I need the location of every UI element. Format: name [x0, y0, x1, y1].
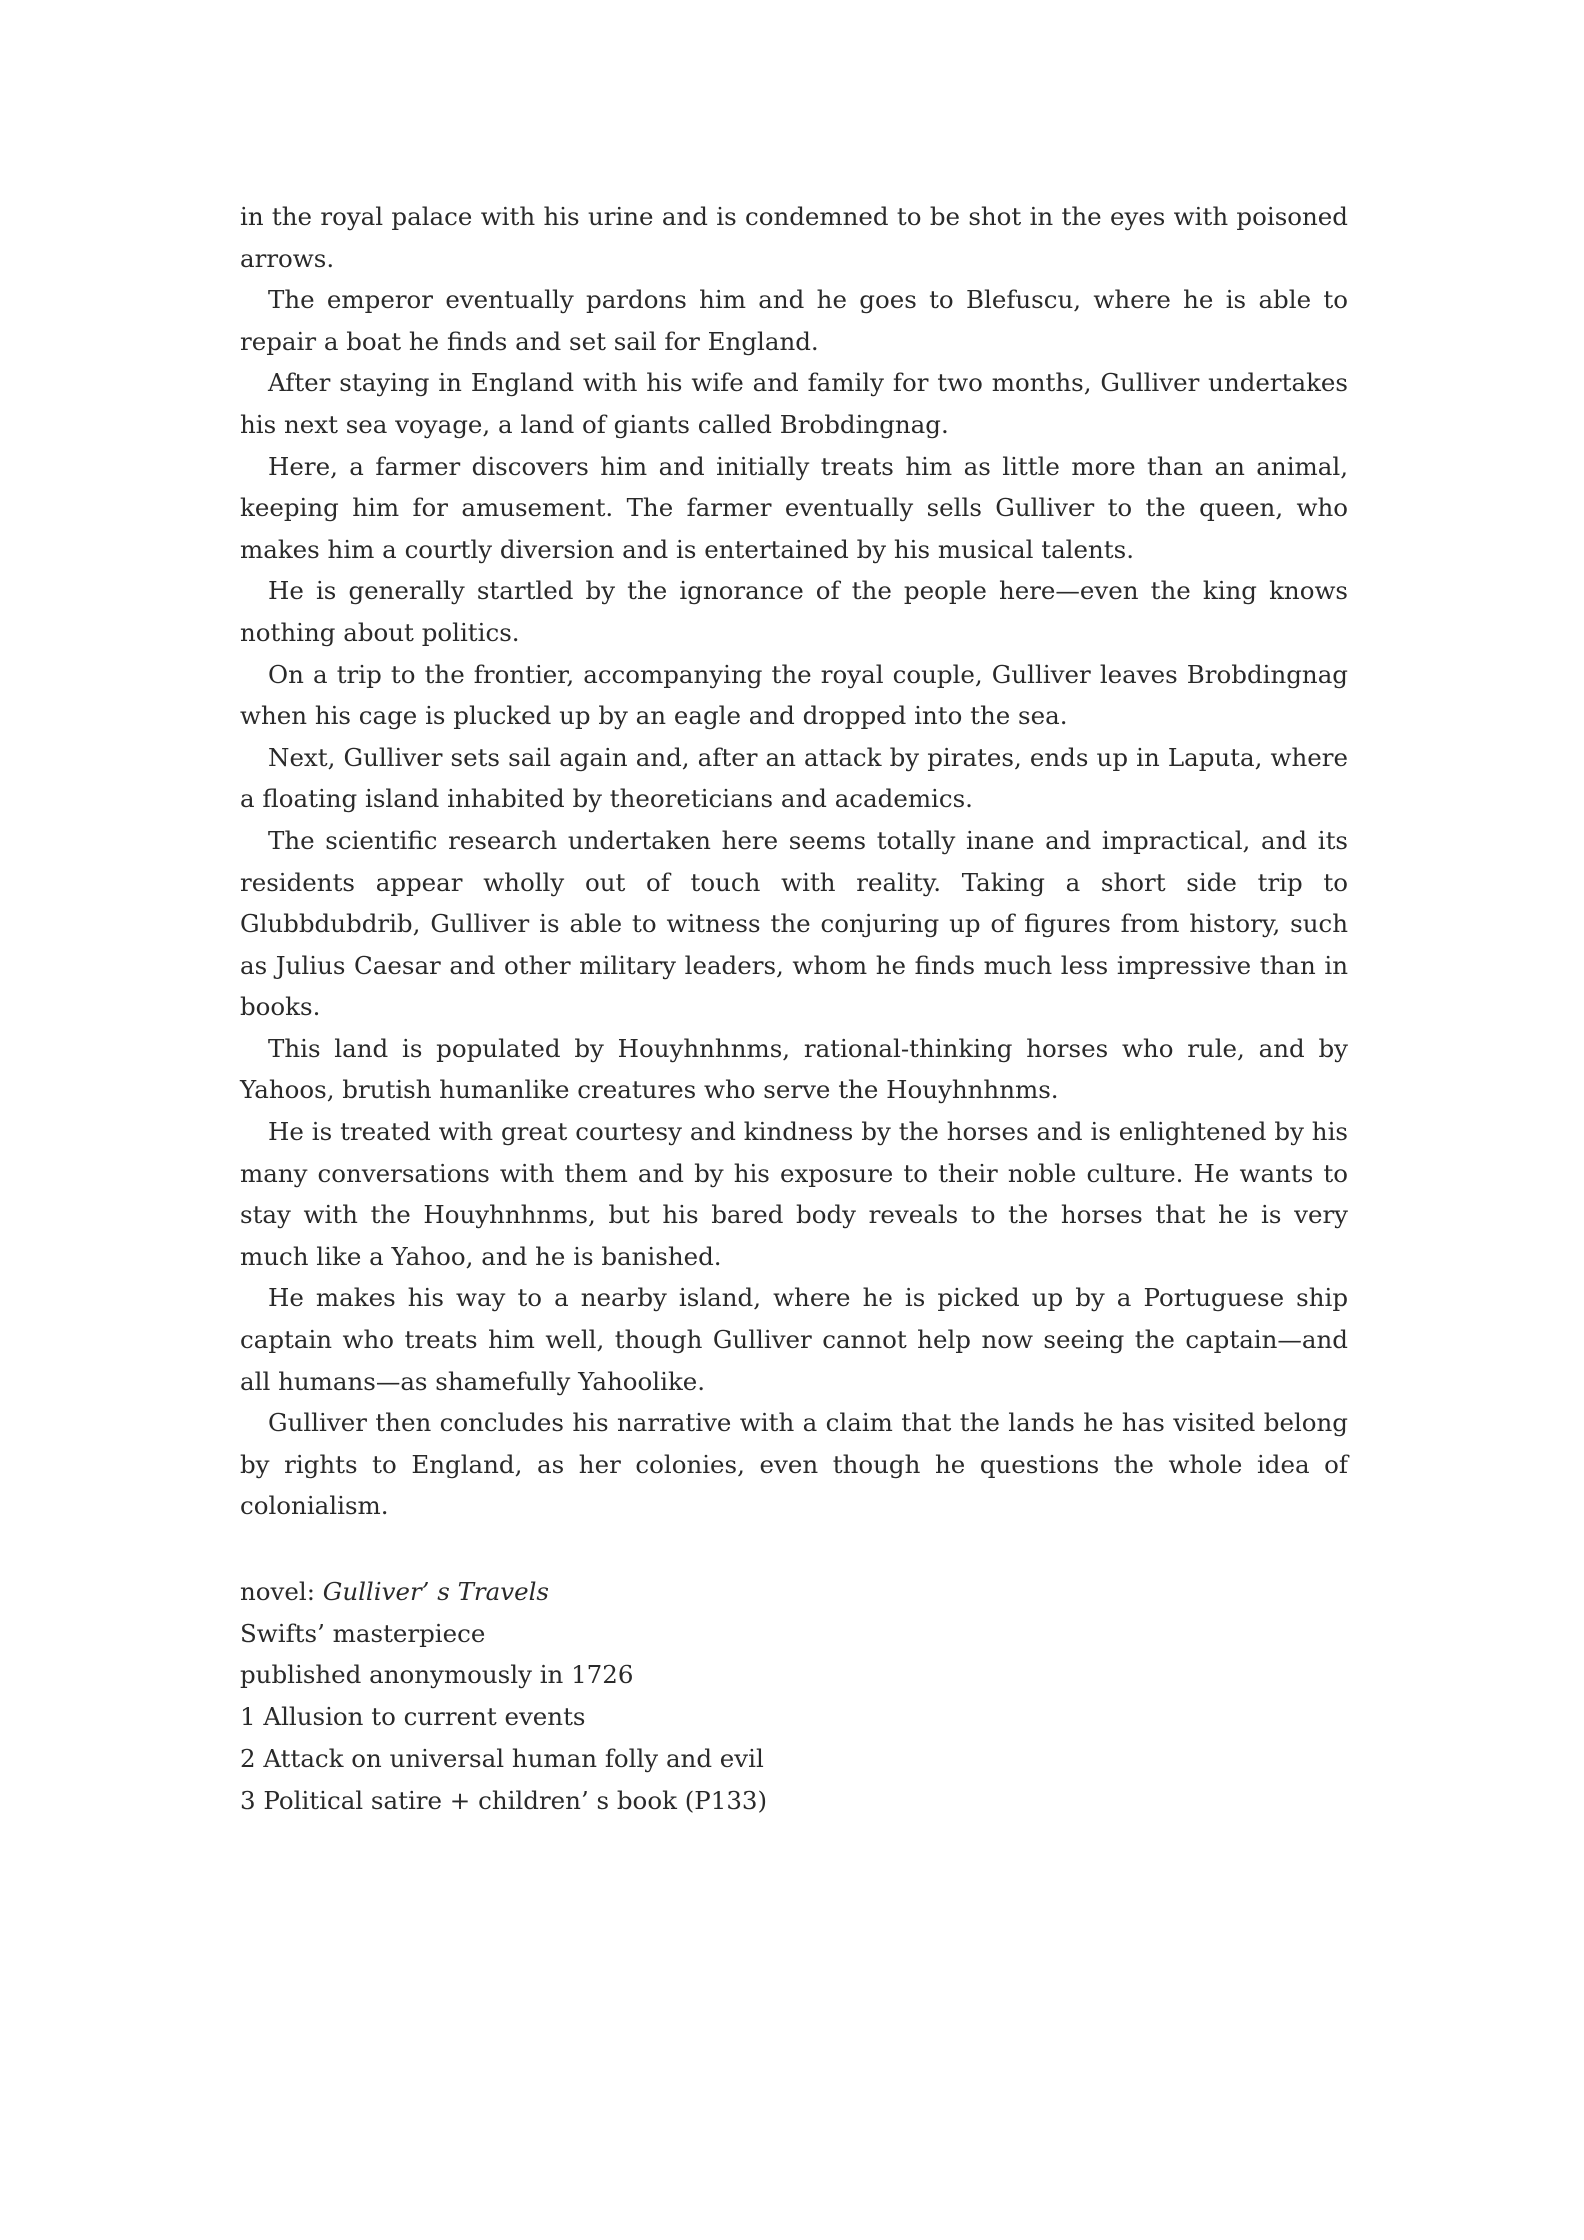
- paragraph: Gulliver then concludes his narrative with a claim that the lands he has visited belong by rights to England, as her colonies, even though he questions the whole idea of colonialism.: [240, 1408, 1348, 1521]
- paragraph: After staying in England with his wife and family for two months, Gulliver undertakes his next sea voyage, a land of giants called Brobdingnag.: [240, 368, 1348, 439]
- novel-label: novel:: [240, 1577, 323, 1606]
- paragraph: The emperor eventually pardons him and he goes to Blefuscu, where he is able to repair a boat he finds and set sail for England.: [240, 285, 1348, 356]
- note-line: 1 Allusion to current events: [240, 1702, 586, 1732]
- note-line: 2 Attack on universal human folly and evil: [240, 1743, 764, 1773]
- paragraph: He is generally startled by the ignorance of the people here—even the king knows nothing about politics.: [240, 576, 1348, 647]
- novel-line: [240, 1571, 1348, 1613]
- note-line: 3 Political satire + children’ s book (P133): [240, 1785, 768, 1815]
- note-line: published anonymously in 1726: [240, 1660, 634, 1690]
- paragraph: He is treated with great courtesy and kindness by the horses and is enlightened by his many conversations with them and by his exposure to their noble culture. He wants to stay with the Houyhnhnms, but his bared body reveals to the horses that he is very much like a Yahoo, and he is banished.: [240, 1117, 1348, 1271]
- note-line: Swifts’ masterpiece: [240, 1618, 486, 1648]
- novel-title: Gulliver’ s Travels: [322, 1577, 550, 1606]
- paragraph: This land is populated by Houyhnhnms, rational-thinking horses who rule, and by Yahoos, brutish humanlike creatures who serve the Houyhnhnms.: [240, 1033, 1348, 1105]
- paragraph: He makes his way to a nearby island, where he is picked up by a Portuguese ship captain who treats him well, though Gulliver cannot help now seeing the captain—and all humans—as shamefully Yahoolike.: [240, 1283, 1348, 1396]
- paragraph: Here, a farmer discovers him and initially treats him as little more than an animal, keeping him for amusement. The farmer eventually sells Gulliver to the queen, who makes him a courtly diversion and is entertained by his musical talents.: [240, 451, 1348, 564]
- study-notes: [240, 1571, 1348, 1821]
- paragraph: in the royal palace with his urine and is condemned to be shot in the eyes with poisoned arrows.: [240, 202, 1348, 273]
- paragraph: On a trip to the frontier, accompanying the royal couple, Gulliver leaves Brobdingnag when his cage is plucked up by an eagle and dropped into the sea.: [240, 659, 1348, 731]
- paragraph: Next, Gulliver sets sail again and, after an attack by pirates, ends up in Laputa, where a floating island inhabited by theoreticians and academics.: [240, 742, 1348, 814]
- body-text: [240, 196, 1348, 1527]
- paragraph: The scientific research undertaken here seems totally inane and impractical, and its residents appear wholly out of touch with reality. Taking a short side trip to Glubbdubdrib, Gulliver is able to witness the conjuring up of figures from history, such as Julius Caesar and other military leaders, whom he finds much less impressive than in books.: [240, 825, 1348, 1022]
